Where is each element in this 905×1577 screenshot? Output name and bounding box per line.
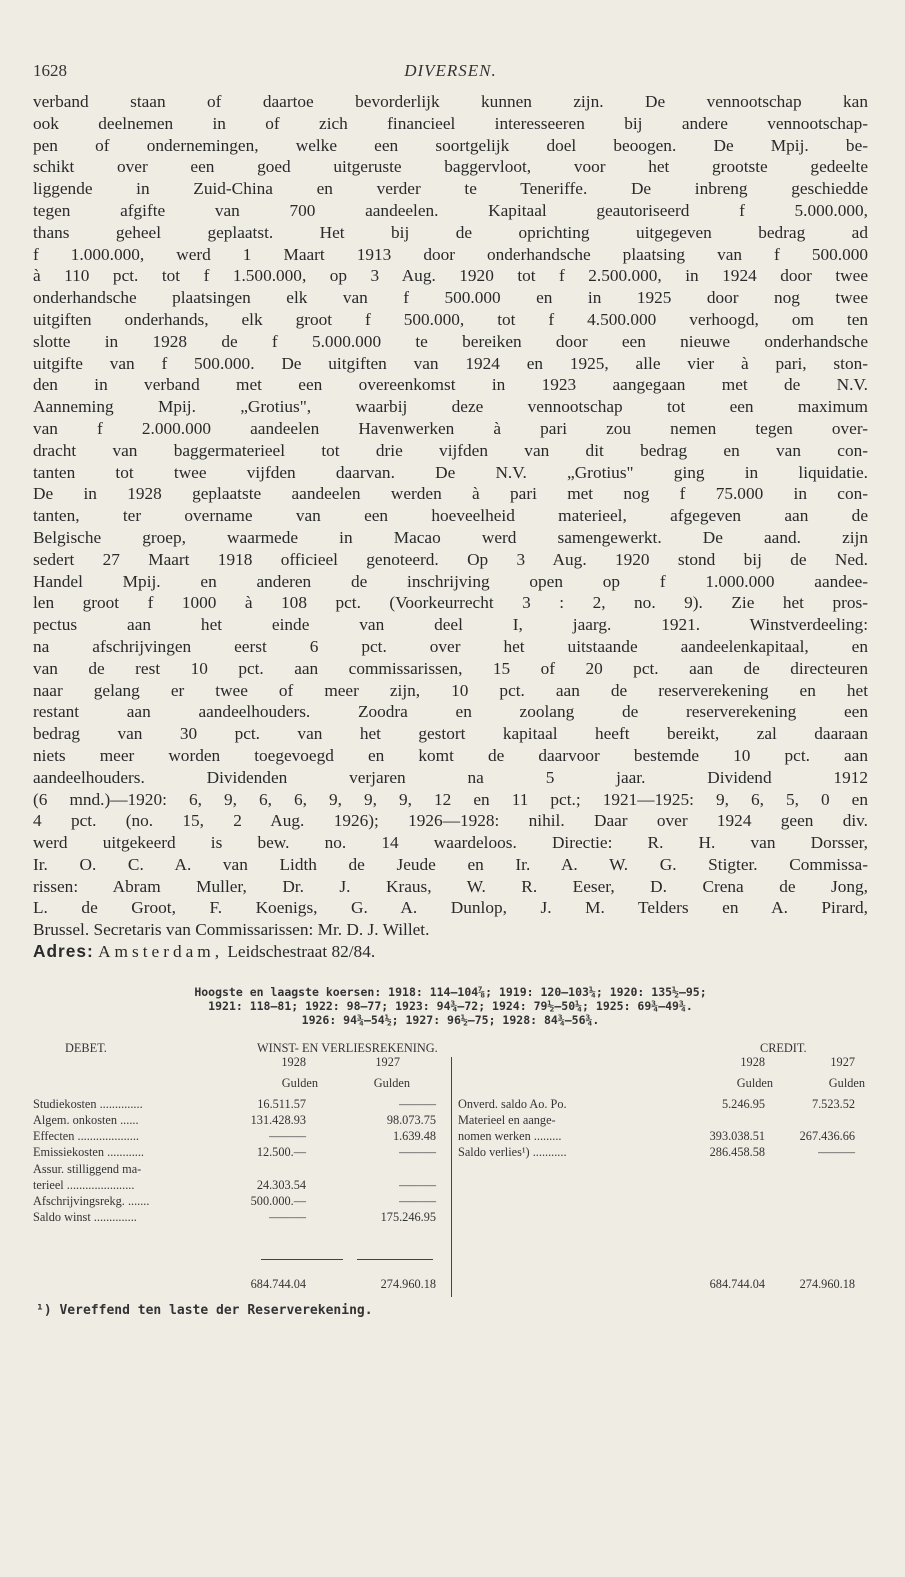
running-title: DIVERSEN.	[404, 61, 497, 80]
debit-row-1927: 98.073.75	[386, 1113, 436, 1128]
address-label: Adres:	[33, 941, 94, 962]
debit-row-1927: ———	[399, 1096, 436, 1111]
text-line: rissen: Abram Muller, Dr. J. Kraus, W. R. Eeser, D. Crena de Jong,	[33, 876, 868, 896]
address-line	[33, 941, 868, 963]
text-line: len groot f 1000 à 108 pct. (Voorkeurrecht 3 : 2, no. 9). Zie het pros-	[33, 593, 868, 613]
text-line: Handel Mpij. en anderen de inschrijving open op f 1.000.000 aandee-	[33, 571, 868, 591]
credit-year-1927: 1927	[830, 1054, 855, 1069]
debit-row-1927: ———	[399, 1177, 436, 1192]
column-divider	[451, 1057, 452, 1297]
text-line: Belgische groep, waarmede in Macao werd samengewerkt. De aand. zijn	[33, 527, 868, 547]
body-text	[33, 91, 868, 941]
text-line: (6 mnd.)—1920: 6, 9, 6, 6, 9, 9, 9, 12 en 11 pct.; 1921—1925: 9, 6, 5, 0 en	[33, 789, 868, 809]
page-number: 1628	[33, 61, 67, 80]
text-line: sedert 27 Maart 1918 officieel genoteerd. Op 3 Aug. 1920 stond bij de Ned.	[33, 549, 868, 569]
debit-total-rule-1927	[357, 1259, 433, 1260]
credit-row-label: Saldo verlies¹) ...........	[458, 1145, 567, 1160]
debit-row-1928: 24.303.54	[256, 1177, 306, 1192]
credit-row-1928: 393.038.51	[709, 1129, 765, 1144]
debet-label: DEBET.	[65, 1040, 107, 1055]
text-line: tanten, ter overname van een hoeveelheid materieel, afgegeven aan de	[33, 506, 868, 526]
footnote: ¹) Vereffend ten laste der Reserverekening.	[36, 1302, 373, 1318]
debit-row-1927: ———	[399, 1194, 436, 1209]
debit-total-1928: 684.744.04	[250, 1276, 306, 1291]
debit-row-1928: 12.500.—	[256, 1145, 306, 1160]
debit-row-1928: 500.000.—	[250, 1194, 306, 1209]
debit-row-1927: 175.246.95	[380, 1210, 436, 1225]
debit-row-1928: 16.511.57	[257, 1096, 306, 1111]
text-line: tanten tot twee vijfden daarvan. De N.V. „Grotius" ging in liquidatie.	[33, 462, 868, 482]
credit-row-label: Onverd. saldo Ao. Po.	[458, 1096, 567, 1111]
text-line: tegen afgifte van 700 aandeelen. Kapitaal geautoriseerd f 5.000.000,	[33, 200, 868, 220]
credit-currency-1928: Gulden	[736, 1075, 773, 1090]
debit-row-1928: 131.428.93	[250, 1113, 306, 1128]
text-line: werd uitgekeerd is bew. no. 14 waardeloos. Directie: R. H. van Dorsser,	[33, 833, 868, 853]
text-line: verband staan of daartoe bevorderlijk kunnen zijn. De vennootschap kan	[33, 92, 868, 111]
address-street: Leidschestraat 82/84.	[227, 942, 376, 962]
text-line: thans geheel geplaatst. Het bij de oprichting uitgegeven bedrag ad	[33, 222, 868, 242]
debit-row-label: Studiekosten ..............	[33, 1096, 143, 1111]
debit-total-rule-1928	[261, 1259, 343, 1260]
credit-total-1927: 274.960.18	[799, 1276, 855, 1291]
text-line: L. de Groot, F. Koenigs, G. A. Dunlop, J. M. Telders en A. Pirard,	[33, 898, 868, 918]
debit-row-1928: ———	[269, 1210, 306, 1225]
text-line: aandeelhouders. Dividenden verjaren na 5 jaar. Dividend 1912	[33, 767, 868, 787]
text-line: 4 pct. (no. 15, 2 Aug. 1926); 1926—1928: nihil. Daar over 1924 geen div.	[33, 811, 868, 831]
credit-row-1927: ———	[818, 1145, 855, 1160]
debit-total-1927: 274.960.18	[380, 1276, 436, 1291]
text-line: Aanneming Mpij. „Grotius", waarbij deze vennootschap tot een maximum	[33, 397, 868, 417]
text-line: ook deelnemen in of zich financieel interesseeren bij andere vennootschap-	[33, 113, 868, 133]
credit-year-1928: 1928	[740, 1054, 765, 1069]
credit-label: CREDIT.	[760, 1040, 807, 1055]
text-line: Brussel. Secretaris van Commissarissen: Mr. D. J. Willet.	[33, 920, 430, 940]
debit-currency-1928: Gulden	[281, 1075, 318, 1090]
credit-row-1928: 5.246.95	[721, 1096, 765, 1111]
debit-year-1928: 1928	[281, 1054, 306, 1069]
text-line: uitgiften onderhands, elk groot f 500.000, tot f 4.500.000 verhoogd, om ten	[33, 309, 868, 329]
debit-currency-1927: Gulden	[373, 1075, 410, 1090]
text-line: pectus aan het einde van deel I, jaarg. 1921. Winstverdeeling:	[33, 615, 868, 635]
quote-line: 1926: 94¾—54½; 1927: 96½—75; 1928: 84¾—56¾.	[301, 1012, 600, 1027]
credit-row-1927: 7.523.52	[811, 1096, 855, 1111]
profit-loss-table	[33, 1041, 868, 1299]
text-line: na afschrijvingen eerst 6 pct. over het uitstaande aandeelenkapitaal, en	[33, 636, 868, 656]
credit-row-1927: 267.436.66	[799, 1129, 855, 1144]
debit-row-label: Saldo winst ..............	[33, 1210, 137, 1225]
text-line: De in 1928 geplaatste aandeelen werden à pari met nog f 75.000 in con-	[33, 484, 868, 504]
debit-row-label: Assur. stilliggend ma-	[33, 1161, 142, 1176]
debit-row-label: terieel ......................	[33, 1177, 135, 1192]
credit-row-1928: 286.458.58	[709, 1145, 765, 1160]
credit-total-1928: 684.744.04	[709, 1276, 765, 1291]
debit-row-label: Algem. onkosten ......	[33, 1113, 139, 1128]
credit-row-label: Materieel en aange-	[458, 1113, 556, 1128]
text-line: dracht van baggermaterieel tot drie vijfden van dit bedrag en van con-	[33, 440, 868, 460]
address-city: Amsterdam,	[98, 942, 224, 962]
text-line: uitgifte van f 500.000. De uitgiften van 1924 en 1925, alle vier à pari, ston-	[33, 353, 868, 373]
debit-row-label: Afschrijvingsrekg. .......	[33, 1194, 150, 1209]
page-header	[33, 55, 868, 91]
quote-line: 1921: 118—81; 1922: 98—77; 1923: 94¾—72; 1924: 79½—50¼; 1925: 69¾—49¾.	[208, 998, 693, 1013]
text-line: à 110 pct. tot f 1.500.000, op 3 Aug. 1920 tot f 2.500.000, in 1924 door twee	[33, 266, 868, 286]
debit-row-label: Effecten ....................	[33, 1129, 139, 1144]
text-line: f 1.000.000, werd 1 Maart 1913 door onderhandsche plaatsing van f 500.000	[33, 244, 868, 264]
credit-row-label: nomen werken .........	[458, 1129, 562, 1144]
text-line: schikt over een goed uitgeruste baggervloot, voor het grootste gedeelte	[33, 157, 868, 177]
debit-year-1927: 1927	[375, 1054, 400, 1069]
page	[33, 55, 868, 1318]
text-line: onderhandsche plaatsingen elk van f 500.000 en in 1925 door nog twee	[33, 288, 868, 308]
debit-row-label: Emissiekosten ............	[33, 1145, 145, 1160]
text-line: niets meer worden toegevoegd en komt de daarvoor bestemde 10 pct. aan	[33, 745, 868, 765]
debit-row-1927: 1.639.48	[392, 1129, 436, 1144]
text-line: liggende in Zuid-China en verder te Teneriffe. De inbreng geschiedde	[33, 179, 868, 199]
text-line: bedrag van 30 pct. van het gestort kapitaal heeft bereikt, zal daaraan	[33, 724, 868, 744]
debit-row-1927: ———	[399, 1145, 436, 1160]
text-line: naar gelang er twee of meer zijn, 10 pct. aan de reserverekening en het	[33, 680, 868, 700]
text-line: slotte in 1928 de f 5.000.000 te bereiken door een nieuwe onderhandsche	[33, 331, 868, 351]
text-line: van f 2.000.000 aandeelen Havenwerken à pari zou nemen tegen over-	[33, 418, 868, 438]
text-line: den in verband met een overeenkomst in 1923 aangegaan met de N.V.	[33, 375, 868, 395]
text-line: Ir. O. C. A. van Lidth de Jeude en Ir. A. W. G. Stigter. Commissa-	[33, 854, 868, 874]
text-line: van de rest 10 pct. aan commissarissen, 15 of 20 pct. aan de directeuren	[33, 658, 868, 678]
credit-currency-1927: Gulden	[828, 1075, 865, 1090]
price-quotes	[33, 985, 868, 1027]
text-line: restant aan aandeelhouders. Zoodra en zoolang de reserverekening een	[33, 702, 868, 722]
table-title: WINST- EN VERLIESREKENING.	[257, 1040, 438, 1055]
quote-line: Hoogste en laagste koersen: 1918: 114—104⅞; 1919: 120—103¼; 1920: 135½—95;	[194, 984, 707, 999]
text-line: pen of ondernemingen, welke een soortgelijk doel beoogen. De Mpij. be-	[33, 135, 868, 155]
debit-row-1928: ———	[269, 1129, 306, 1144]
